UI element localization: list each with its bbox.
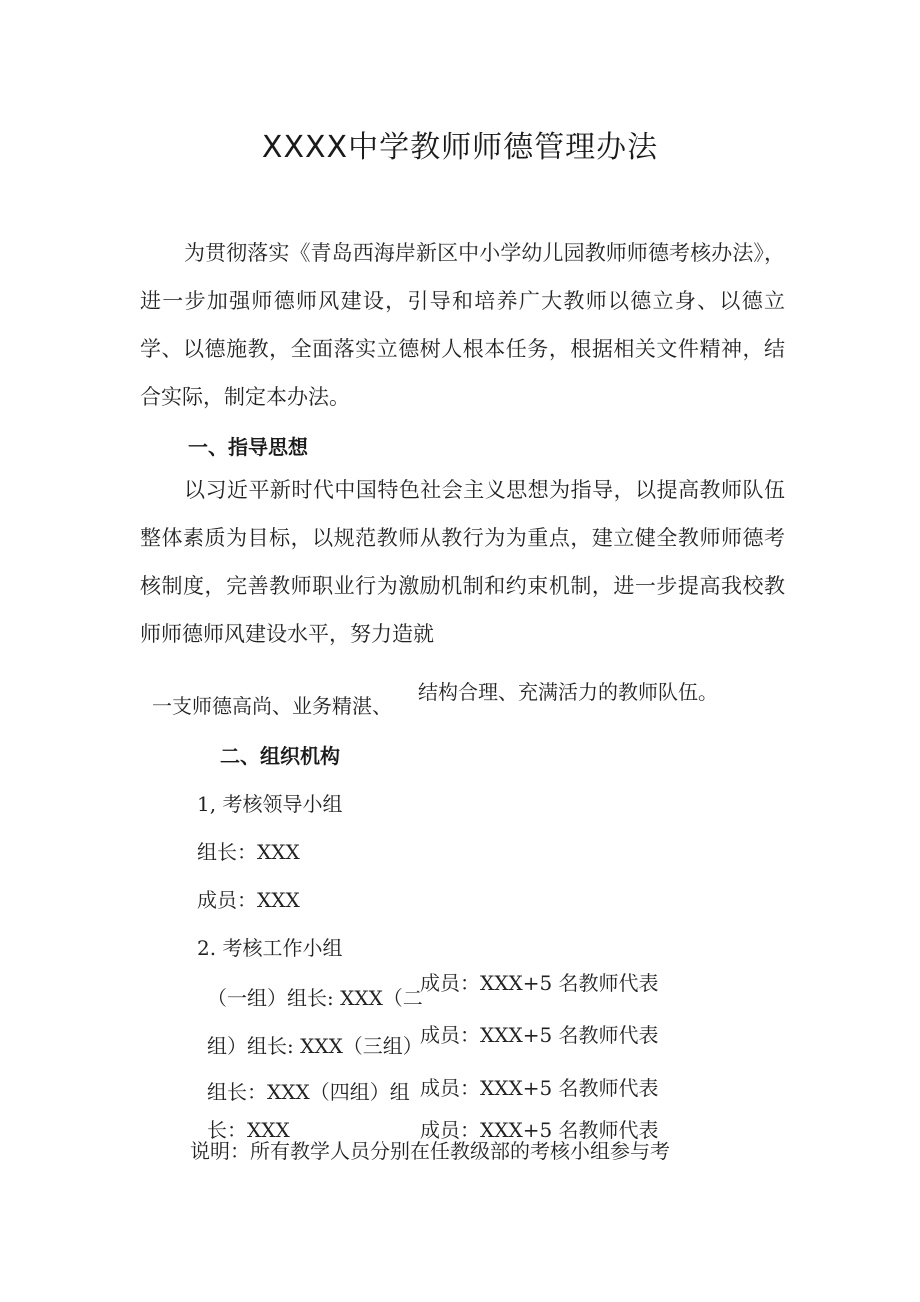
work-row-left: 组长：XXX（四组）组 — [207, 1080, 410, 1104]
work-row-right: 成员：XXX+5 名教师代表 — [420, 1023, 659, 1047]
group1-title: 1, 考核领导小组 — [197, 792, 343, 816]
intro-paragraph: 为贯彻落实《青岛西海岸新区中小学幼儿园教师师德考核办法》，进一步加强师德师风建设，引导和培养广大教师以德立身、以德立学、以德施教，全面落实立德树人根本任务，根据相关文件精神，结合实际，制定本办法。 — [140, 241, 785, 409]
work-row-left: 组）组长: XXX（三组） — [207, 1034, 423, 1058]
section1-paragraph: 以习近平新时代中国特色社会主义思想为指导，以提高教师队伍整体素质为目标，以规范教师从教行为为重点，建立健全教师师德考核制度，完善教师职业行为激励机制和约束机制，进一步提高我校教师师德师风建设水平，努力造就 — [140, 478, 785, 646]
cut-row-right: 成员：XXX+5 名教师代表 — [420, 1118, 659, 1142]
page-title: XXXX中学教师师德管理办法 — [261, 130, 659, 165]
work-row-left: （一组）组长: XXX（二 — [207, 986, 423, 1010]
cut-row-left: 长：XXX — [207, 1118, 290, 1142]
section1-tail-right: 结构合理、充满活力的教师队伍。 — [418, 680, 718, 704]
member-line: 成员：XXX — [197, 888, 300, 912]
cut-off-row — [205, 1118, 675, 1142]
section2-heading: 二、组织机构 — [220, 744, 340, 768]
section1-tail-left: 一支师德高尚、业务精湛、 — [152, 694, 392, 718]
leader-line: 组长：XXX — [197, 840, 300, 864]
work-row-right: 成员：XXX+5 名教师代表 — [420, 1076, 659, 1100]
section1-heading: 一、指导思想 — [188, 435, 308, 459]
work-row-right: 成员：XXX+5 名教师代表 — [420, 971, 659, 995]
note-line: 说明：所有教学人员分别在任教级部的考核小组参与考 — [190, 1139, 670, 1163]
group2-title: 2. 考核工作小组 — [197, 936, 343, 960]
